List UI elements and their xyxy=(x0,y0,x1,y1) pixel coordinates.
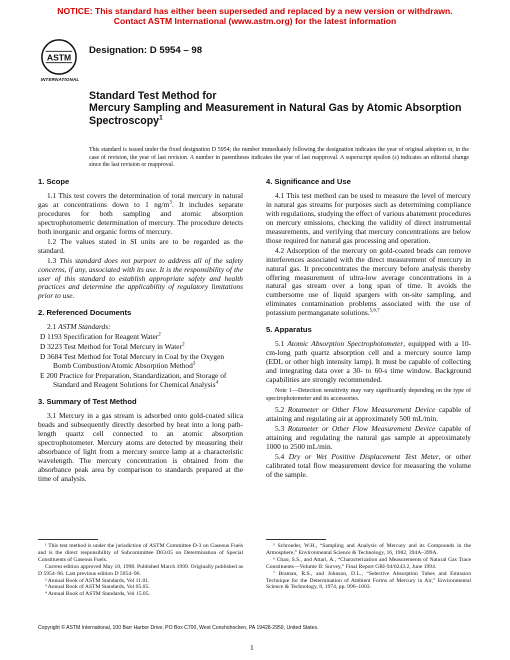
footnote-1-edition: Current edition approved May 10, 1998. Published March 1999. Originally published as D 5954–96. Last previous edition D 5954–96. xyxy=(38,563,243,577)
designation: Designation: D 5954 – 98 xyxy=(89,45,203,56)
title-text: Mercury Sampling and Measurement in Natural Gas by Atomic Absorption Spectroscopy xyxy=(89,102,462,127)
footnote-5: ⁵ Schroeder, W.H., “Sampling and Analysis of Mercury and its Compounds in the Atmosphere,” Environmental Science & Technology, 16, 1982, 394A–399A. xyxy=(266,543,471,556)
summary-heading: 3. Summary of Test Method xyxy=(38,397,137,407)
notice-line-1: NOTICE: This standard has either been superseded and replaced by a new version or withdrawn. xyxy=(57,6,453,16)
left-column xyxy=(38,178,243,485)
scope-1-3: 1.3 This standard does not purport to address all of the safety concerns, if any, associated with its use. It is the responsibility of the user of this standard to establish appropriate safety and health practices and determine the applicability of regulatory limitations prior to use. xyxy=(38,255,243,301)
issue-note: This standard is issued under the fixed designation D 5954; the number immediately following the designation indicates the year of original adoption or, in the case of revision, the year of last revision. A number in parentheses indicates the year of last reapproval. A superscript epsilon (ε) indicates an editorial change since the last revision or reapproval. xyxy=(89,147,469,169)
astm-logo-icon xyxy=(40,38,78,76)
footnote-2: ² Annual Book of ASTM Standards, Vol 11.01. xyxy=(45,577,150,584)
reference-d3684: D 3684 Test Method for Total Mercury in Coal by the Oxygen Bomb Combustion/Atomic Absorption Method$^3$ xyxy=(40,352,225,371)
apparatus-5-3: 5.3 Rotameter or Other Flow Measurement Device capable of attaining and regulating the natural gas sample at approximately 1000 to 2500 mL/min. xyxy=(266,424,472,452)
scope-heading: 1. Scope xyxy=(38,177,70,186)
apparatus-note-1: Note 1—Detection sensitivity may vary significantly depending on the type of spectrophotometer and its accessories. xyxy=(266,388,471,402)
scope-1-1: 1.1 This test covers the determination of total mercury in natural gas at concentrations down to 1 $ng/m^3$. It includes separate procedures for both sampling and atomic absorption spectrophotometric determination of mercury. The procedure detects both inorganic and organic forms of mercury. xyxy=(38,190,243,236)
logo-wordmark: INTERNATIONAL xyxy=(40,77,80,82)
right-column xyxy=(266,178,471,481)
reference-d1193: D 1193 Specification for Reagent Water$^2$ xyxy=(40,332,161,342)
document-title xyxy=(89,102,469,128)
scope-1-2: 1.2 The values stated in SI units are to be regarded as the standard. xyxy=(38,236,243,255)
footnote-3: ³ Annual Book of ASTM Standards, Vol 05.05. xyxy=(45,584,150,591)
logo-mark-text: ASTM xyxy=(46,52,72,63)
apparatus-5-1: 5.1 Atomic Absorption Spectrophotometer, equipped with a 10-cm-long path quartz absorption cell and a mercury source lamp (EDL or other high intensity lamp). It must be capable of collecting and integrating data over a 30- to 60-s time window. Background capabilities are strongly recommended. xyxy=(266,339,471,385)
notice-line-2: Contact ASTM International (www.astm.org) for the latest information xyxy=(113,16,397,26)
footnote-4: ⁴ Annual Book of ASTM Standards, Vol 15.05. xyxy=(45,591,150,598)
footnote-7: ⁷ Braman, R.S., and Johnson, D.L., “Selective Absorption Tubes and Emission Technique for the Determination of Ambient Forms of Mercury in Air,” Environmental Science & Technology, 8, 1974, pp. 996–1003. xyxy=(266,570,471,591)
apparatus-5-4: 5.4 Dry or Wet Positive Displacement Test Meter, or other calibrated total flow measurement device for measuring the volume of the sample. xyxy=(266,451,471,479)
reference-d3223: D 3223 Test Method for Total Mercury in Water$^2$ xyxy=(40,342,185,352)
significance-4-2: 4.2 Adsorption of the mercury on gold-coated beads can remove interferences associated with the direct measurement of mercury in natural gas. It preconcentrates the mercury before analysis thereby offering measurement of ultra-low average concentrations in a natural gas stream over a long span of time. It avoids the cumbersome use of liquid spargers with on-site sampling, and eliminates contamination problems associated with the use of potassium permanganate solutions.$^{5,6,7}$ xyxy=(266,245,471,318)
footnote-rule-right xyxy=(266,539,326,540)
significance-heading: 4. Significance and Use xyxy=(266,177,351,186)
summary-3-1: 3.1 Mercury in a gas stream is adsorbed onto gold-coated silica beads and subsequently directly desorbed by heat into a long path-length quartz cell connected to an atomic absorption spectrophotometer. Mercury atoms are detected by measuring their absorbance of light from a mercury source lamp at a characteristic wavelength. The mercury concentration is obtained from the absorbance peak area by comparison to standards prepared at the time of analysis. xyxy=(38,410,243,483)
reference-list xyxy=(38,333,243,390)
footnotes-right xyxy=(266,543,471,591)
footnotes-left xyxy=(38,543,243,598)
astm-standards-subhead: 2.1 ASTM Standards: xyxy=(47,322,111,332)
standard-label: Standard Test Method for xyxy=(89,90,217,102)
title-footnote-mark: 1 xyxy=(159,114,163,122)
footnote-1: ¹ This test method is under the jurisdiction of ASTM Committee D-3 on Gaseous Fuels and is the direct responsibility of Subcommittee D03.05 on Determination of Special Constituents of Gaseous Fuels. xyxy=(38,543,243,563)
superseded-notice xyxy=(0,6,510,26)
referenced-documents-heading: 2. Referenced Documents xyxy=(38,308,132,318)
apparatus-5-2: 5.2 Rotameter or Other Flow Measurement Device capable of attaining and regulating air at approximately 500 mL/min. xyxy=(266,405,472,424)
apparatus-heading: 5. Apparatus xyxy=(266,325,312,335)
footnote-6: ⁶ Chao, S.S., and Attari, A., “Characterization and Measurements of Natural Gas Trace Constituents—Volume II: Survey,” Final Report GRI-94/0243.2, June 1994. xyxy=(266,556,471,570)
footnote-rule-left xyxy=(38,539,98,540)
copyright-line: Copyright © ASTM International, 100 Barr Harbor Drive, PO Box C700, West Conshohocken, PA 19428-2959, United States. xyxy=(38,625,319,631)
significance-4-1: 4.1 This test method can be used to measure the level of mercury in natural gas streams for purposes such as determining compliance with regulations, studying the effect of various abatement procedures on mercury emissions, checking the validity of direct instrumental measurements, and verifying that mercury concentrations are below those required for natural gas processing and operation. xyxy=(266,190,471,245)
page-number: 1 xyxy=(250,643,254,652)
reference-e200: E 200 Practice for Preparation, Standardization, and Storage of Standard and Reagent Solutions for Chemical Analysis$^4$ xyxy=(40,371,227,390)
